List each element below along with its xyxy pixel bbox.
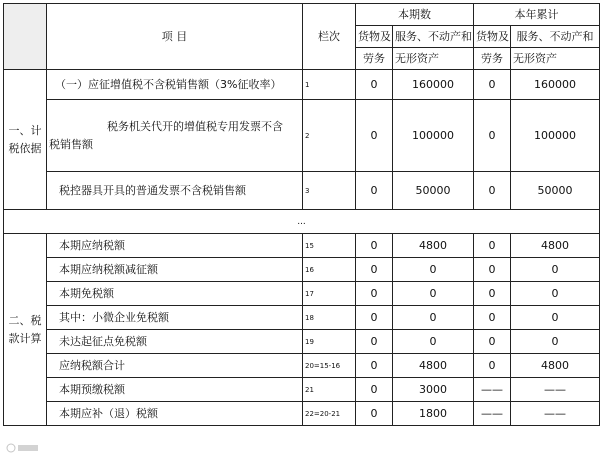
- row-20-cur-services: 4800: [393, 354, 474, 378]
- row-16-line: 16: [303, 258, 356, 282]
- row-20-ytd-goods: 0: [474, 354, 511, 378]
- watermark-logo: [6, 442, 40, 457]
- row-18-ytd-goods: 0: [474, 306, 511, 330]
- row-17-ytd-goods: 0: [474, 282, 511, 306]
- section-tax-calc-line1: 二、税: [8, 313, 42, 327]
- row-19-line: 19: [303, 330, 356, 354]
- header-current-period: 本期数: [356, 4, 474, 26]
- row-17-cur-goods: 0: [356, 282, 393, 306]
- row-1-cur-goods: 0: [356, 70, 393, 100]
- header-ytd-goods-a: 货物及: [474, 26, 511, 48]
- row-19-cur-services: 0: [393, 330, 474, 354]
- header-ytd-services-a: 服务、不动产和: [511, 26, 600, 48]
- row-2-label-line2: 税销售额: [49, 137, 93, 151]
- section-tax-basis-line2: 税依据: [8, 141, 42, 155]
- row-21-ytd-services: ——: [511, 378, 600, 402]
- row-21-label: 本期预缴税额: [47, 378, 303, 402]
- header-item: 项 目: [47, 4, 303, 70]
- row-1-line: 1: [303, 70, 356, 100]
- row-20-cur-goods: 0: [356, 354, 393, 378]
- row-22-line: 22=20-21: [303, 402, 356, 426]
- row-21-cur-goods: 0: [356, 378, 393, 402]
- row-22-cur-goods: 0: [356, 402, 393, 426]
- row-1-label: （一）应征增值税不含税销售额（3%征收率）: [47, 70, 303, 100]
- row-19-label: 未达起征点免税额: [47, 330, 303, 354]
- row-2-label-line1: 税务机关代开的增值税专用发票不含: [107, 119, 283, 133]
- watermark-logo-icon: [6, 442, 40, 454]
- row-2-line: 2: [303, 100, 356, 172]
- row-20-line: 20=15-16: [303, 354, 356, 378]
- row-17-cur-services: 0: [393, 282, 474, 306]
- row-3-cur-goods: 0: [356, 172, 393, 210]
- row-3-line: 3: [303, 172, 356, 210]
- header-ytd-services-b: 无形资产: [511, 48, 600, 70]
- header-cur-goods-a: 货物及: [356, 26, 393, 48]
- row-16-ytd-services: 0: [511, 258, 600, 282]
- row-3-ytd-goods: 0: [474, 172, 511, 210]
- vat-return-table: [3, 3, 600, 426]
- row-15-cur-services: 4800: [393, 234, 474, 258]
- section-tax-basis-line1: 一、计: [8, 123, 42, 137]
- row-16-cur-services: 0: [393, 258, 474, 282]
- row-21-line: 21: [303, 378, 356, 402]
- ellipsis-row: ...: [4, 210, 600, 234]
- row-20-label: 应纳税额合计: [47, 354, 303, 378]
- header-line: 栏次: [303, 4, 356, 70]
- row-15-label: 本期应纳税额: [47, 234, 303, 258]
- row-3-label: 税控器具开具的普通发票不含税销售额: [47, 172, 303, 210]
- row-15-ytd-services: 4800: [511, 234, 600, 258]
- row-18-label: 其中：小微企业免税额: [47, 306, 303, 330]
- row-2-ytd-services: 100000: [511, 100, 600, 172]
- row-17-label: 本期免税额: [47, 282, 303, 306]
- row-15-cur-goods: 0: [356, 234, 393, 258]
- row-16-ytd-goods: 0: [474, 258, 511, 282]
- row-18-cur-services: 0: [393, 306, 474, 330]
- row-1-cur-services: 160000: [393, 70, 474, 100]
- row-18-line: 18: [303, 306, 356, 330]
- row-2-cur-goods: 0: [356, 100, 393, 172]
- header-cur-services-b: 无形资产: [393, 48, 474, 70]
- row-2-ytd-goods: 0: [474, 100, 511, 172]
- header-cur-services-a: 服务、不动产和: [393, 26, 474, 48]
- row-16-label: 本期应纳税额减征额: [47, 258, 303, 282]
- row-16-cur-goods: 0: [356, 258, 393, 282]
- header-corner: [4, 4, 47, 70]
- row-15-line: 15: [303, 234, 356, 258]
- row-21-ytd-goods: ——: [474, 378, 511, 402]
- row-17-ytd-services: 0: [511, 282, 600, 306]
- row-18-cur-goods: 0: [356, 306, 393, 330]
- row-18-ytd-services: 0: [511, 306, 600, 330]
- row-1-ytd-goods: 0: [474, 70, 511, 100]
- header-cur-goods-b: 劳务: [356, 48, 393, 70]
- header-year-to-date: 本年累计: [474, 4, 600, 26]
- row-22-cur-services: 1800: [393, 402, 474, 426]
- row-19-ytd-goods: 0: [474, 330, 511, 354]
- section-tax-calc-line2: 款计算: [8, 331, 42, 345]
- row-1-ytd-services: 160000: [511, 70, 600, 100]
- row-22-label: 本期应补（退）税额: [47, 402, 303, 426]
- row-22-ytd-services: ——: [511, 402, 600, 426]
- row-22-ytd-goods: ——: [474, 402, 511, 426]
- header-ytd-goods-b: 劳务: [474, 48, 511, 70]
- row-21-cur-services: 3000: [393, 378, 474, 402]
- row-19-ytd-services: 0: [511, 330, 600, 354]
- row-20-ytd-services: 4800: [511, 354, 600, 378]
- row-3-ytd-services: 50000: [511, 172, 600, 210]
- row-17-line: 17: [303, 282, 356, 306]
- row-3-cur-services: 50000: [393, 172, 474, 210]
- row-19-cur-goods: 0: [356, 330, 393, 354]
- section-tax-basis: [4, 70, 47, 210]
- row-2-cur-services: 100000: [393, 100, 474, 172]
- section-tax-calc: [4, 234, 47, 426]
- row-2-label: [47, 100, 303, 172]
- row-15-ytd-goods: 0: [474, 234, 511, 258]
